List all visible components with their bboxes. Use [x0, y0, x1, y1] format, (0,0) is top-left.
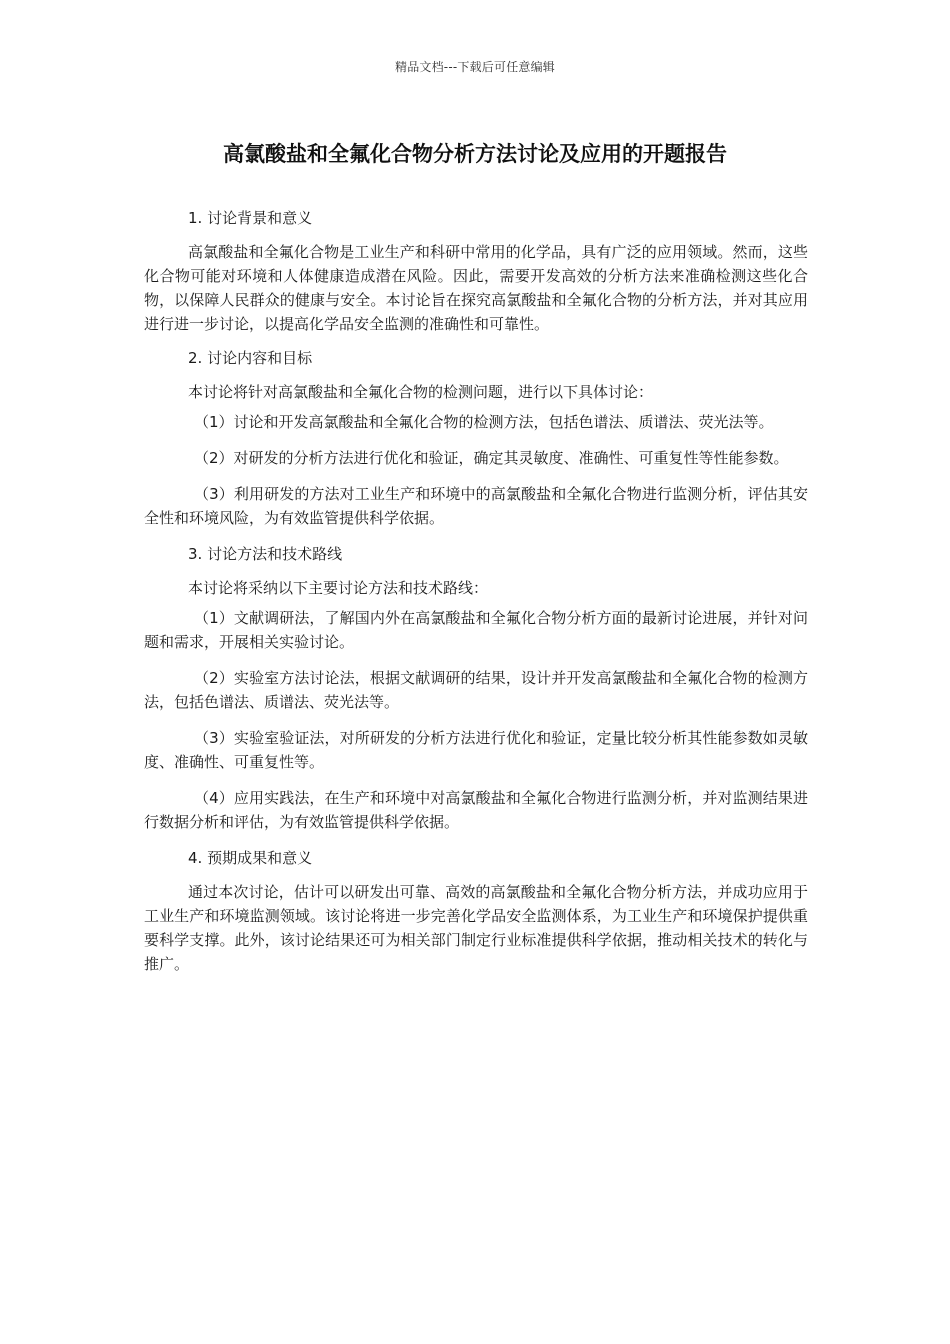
list-item: （2）实验室方法讨论法，根据文献调研的结果，设计并开发高氯酸盐和全氟化合物的检测方法，包括色谱法、质谱法、荧光法等。	[144, 669, 808, 711]
section-heading-background: 1. 讨论背景和意义	[188, 209, 313, 227]
list-item: （4）应用实践法，在生产和环境中对高氯酸盐和全氟化合物进行监测分析，并对监测结果进行数据分析和评估，为有效监管提供科学依据。	[144, 789, 808, 831]
section-heading-expected-results: 4. 预期成果和意义	[188, 849, 313, 867]
list-item: （3）利用研发的方法对工业生产和环境中的高氯酸盐和全氟化合物进行监测分析，评估其安全性和环境风险，为有效监管提供科学依据。	[144, 485, 808, 527]
section-heading-content-goals: 2. 讨论内容和目标	[188, 349, 313, 367]
list-item: （1）文献调研法，了解国内外在高氯酸盐和全氟化合物分析方面的最新讨论进展，并针对问题和需求，开展相关实验讨论。	[144, 609, 808, 651]
section-heading-methods: 3. 讨论方法和技术路线	[188, 545, 343, 563]
section-paragraph-background: 高氯酸盐和全氟化合物是工业生产和科研中常用的化学品，具有广泛的应用领域。然而，这些化合物可能对环境和人体健康造成潜在风险。因此，需要开发高效的分析方法来准确检测这些化合物，以保障人民群众的健康与安全。本讨论旨在探究高氯酸盐和全氟化合物的分析方法，并对其应用进行进一步讨论，以提高化学品安全监测的准确性和可靠性。	[144, 243, 808, 333]
list-item: （2）对研发的分析方法进行优化和验证，确定其灵敏度、准确性、可重复性等性能参数。	[194, 449, 789, 467]
list-item: （1）讨论和开发高氯酸盐和全氟化合物的检测方法，包括色谱法、质谱法、荧光法等。	[194, 413, 774, 431]
section-intro-methods: 本讨论将采纳以下主要讨论方法和技术路线：	[188, 579, 489, 597]
page-header-watermark: 精品文档---下载后可任意编辑	[395, 60, 555, 74]
section-intro-content-goals: 本讨论将针对高氯酸盐和全氟化合物的检测问题，进行以下具体讨论：	[188, 383, 654, 401]
section-paragraph-expected-results: 通过本次讨论，估计可以研发出可靠、高效的高氯酸盐和全氟化合物分析方法，并成功应用于工业生产和环境监测领域。该讨论将进一步完善化学品安全监测体系，为工业生产和环境保护提供重要科学支撑。此外，该讨论结果还可为相关部门制定行业标准提供科学依据，推动相关技术的转化与推广。	[144, 883, 808, 973]
document-title: 高氯酸盐和全氟化合物分析方法讨论及应用的开题报告	[223, 142, 727, 166]
list-item: （3）实验室验证法，对所研发的分析方法进行优化和验证，定量比较分析其性能参数如灵敏度、准确性、可重复性等。	[144, 729, 808, 771]
document-body	[144, 206, 808, 986]
